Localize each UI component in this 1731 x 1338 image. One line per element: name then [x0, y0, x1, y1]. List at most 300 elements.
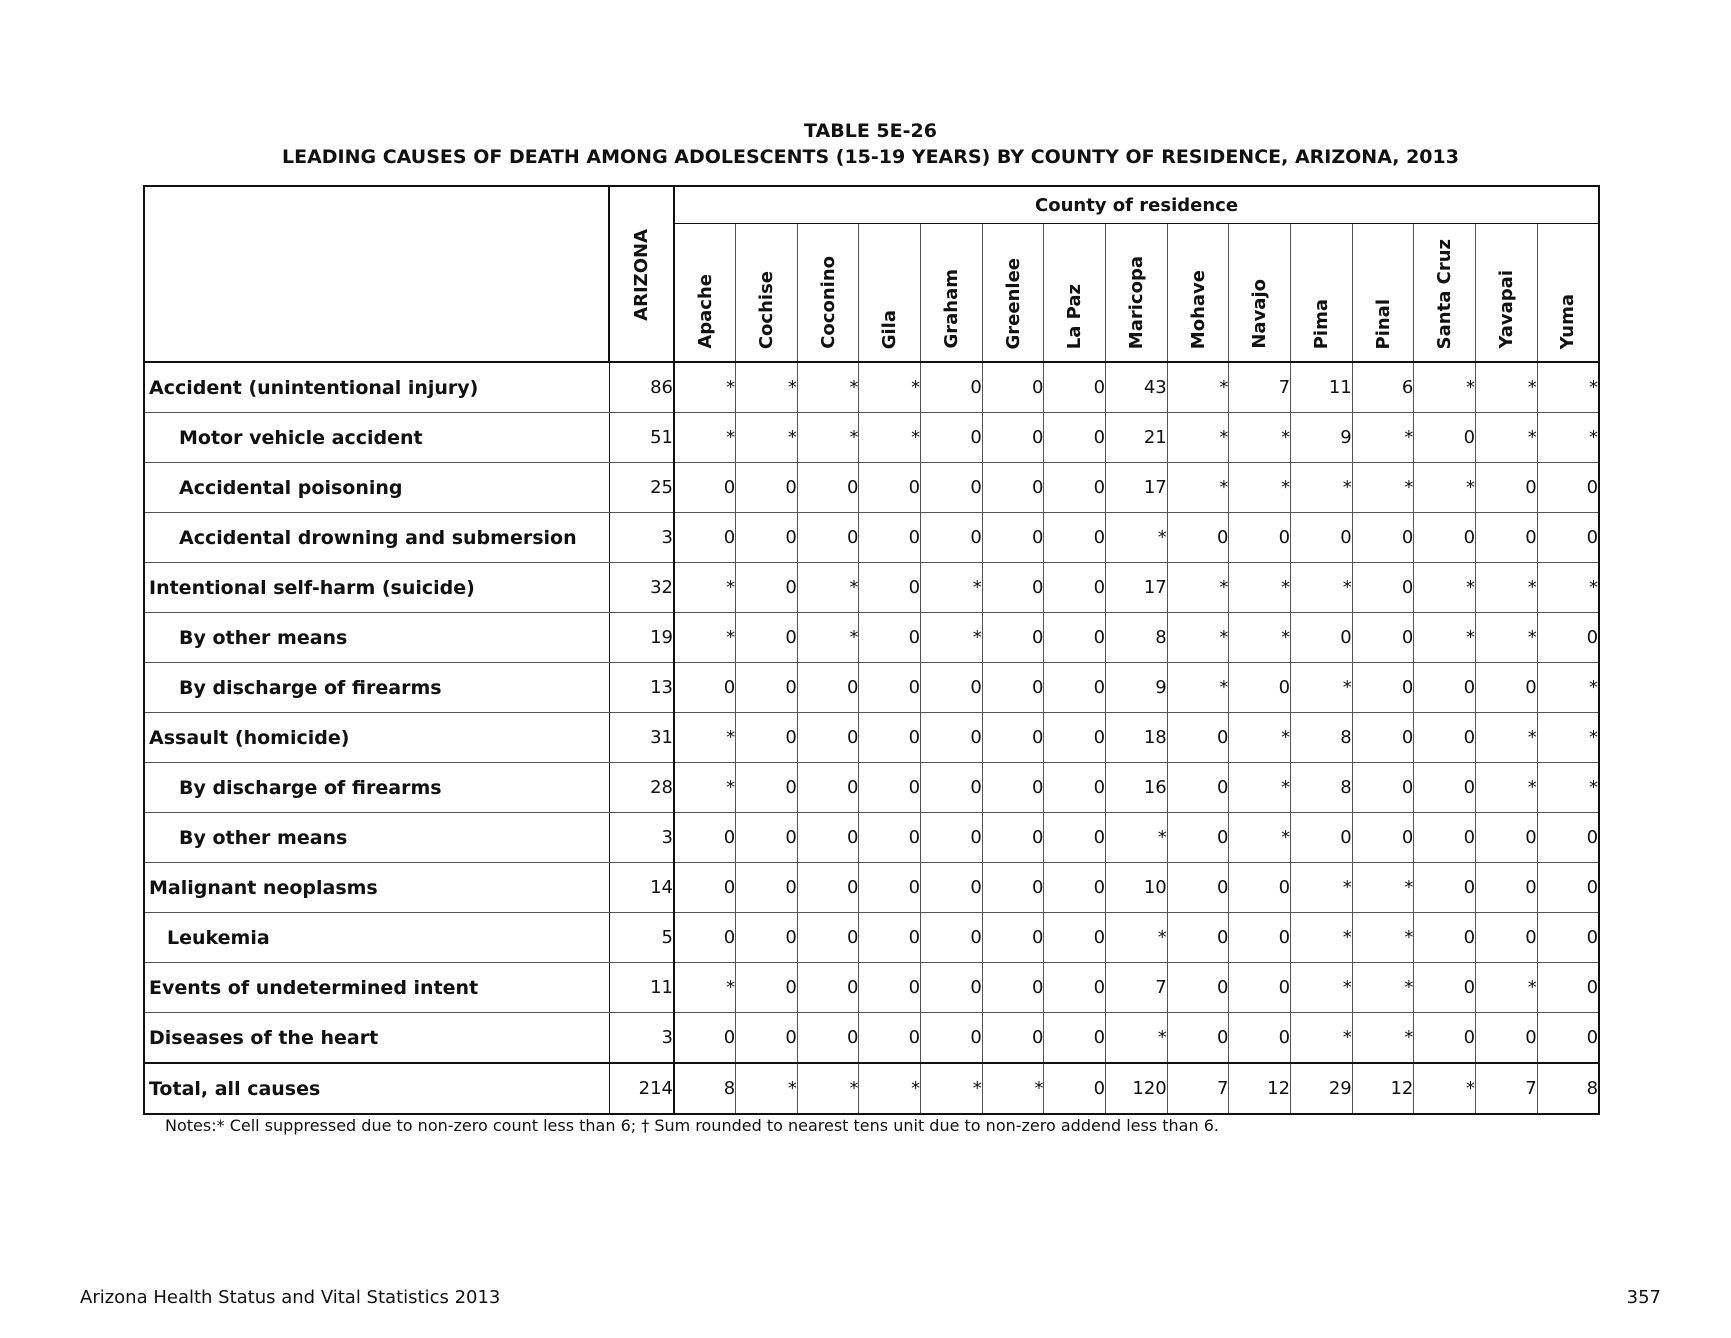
county-value: *: [1106, 813, 1168, 863]
county-value: 0: [859, 513, 921, 563]
county-value: 0: [1229, 913, 1291, 963]
county-value: 0: [797, 1013, 859, 1064]
county-value: 0: [1352, 613, 1414, 663]
county-value: *: [1537, 713, 1599, 763]
county-value: 0: [1352, 513, 1414, 563]
row-label: Leukemia: [144, 913, 609, 963]
county-value: 9: [1291, 413, 1353, 463]
county-value: 0: [1352, 563, 1414, 613]
county-value: 0: [859, 913, 921, 963]
county-value: *: [1291, 963, 1353, 1013]
row-label: By other means: [144, 813, 609, 863]
county-value: 0: [982, 513, 1044, 563]
county-value: *: [1352, 463, 1414, 513]
county-value: *: [1106, 513, 1168, 563]
row-label: Accidental poisoning: [144, 463, 609, 513]
county-header: [674, 224, 736, 363]
county-value: 0: [859, 1013, 921, 1064]
county-value: *: [859, 1063, 921, 1114]
county-value: *: [1352, 413, 1414, 463]
county-header: [1352, 224, 1414, 363]
county-value: 0: [674, 463, 736, 513]
county-value: 0: [1352, 813, 1414, 863]
county-value: 0: [1044, 913, 1106, 963]
county-value: *: [1167, 563, 1229, 613]
county-value: 0: [1044, 413, 1106, 463]
county-value: 0: [1044, 463, 1106, 513]
table-row: [144, 963, 1599, 1013]
county-header-label: Navajo: [1249, 279, 1271, 349]
county-value: 0: [921, 362, 983, 413]
county-value: *: [1476, 963, 1538, 1013]
county-value: *: [1476, 763, 1538, 813]
county-header-label: Coconino: [817, 256, 839, 349]
table-row: [144, 713, 1599, 763]
row-label: Accidental drowning and submersion: [144, 513, 609, 563]
county-value: 0: [859, 663, 921, 713]
county-value: *: [1476, 563, 1538, 613]
county-value: 0: [736, 963, 798, 1013]
row-label: Intentional self-harm (suicide): [144, 563, 609, 613]
arizona-value: 3: [609, 813, 674, 863]
county-value: 0: [1537, 613, 1599, 663]
arizona-value: 5: [609, 913, 674, 963]
county-value: 9: [1106, 663, 1168, 713]
county-value: 0: [797, 963, 859, 1013]
county-value: *: [1167, 413, 1229, 463]
county-value: 7: [1229, 362, 1291, 413]
county-value: 6: [1352, 362, 1414, 413]
county-value: 0: [1044, 863, 1106, 913]
county-value: 21: [1106, 413, 1168, 463]
county-value: 7: [1167, 1063, 1229, 1114]
county-header: [921, 224, 983, 363]
county-value: 120: [1106, 1063, 1168, 1114]
county-value: 0: [921, 913, 983, 963]
county-value: *: [736, 362, 798, 413]
county-header-label: Yavapai: [1495, 270, 1517, 349]
county-value: *: [797, 613, 859, 663]
county-value: 0: [1476, 1013, 1538, 1064]
table-body: [144, 362, 1599, 1114]
county-value: *: [1414, 362, 1476, 413]
arizona-value: 51: [609, 413, 674, 463]
county-value: 0: [1167, 813, 1229, 863]
county-group-header: County of residence: [674, 186, 1599, 224]
county-value: 0: [674, 813, 736, 863]
county-value: 0: [921, 513, 983, 563]
county-value: 12: [1229, 1063, 1291, 1114]
county-header: [736, 224, 798, 363]
table-subtitle: LEADING CAUSES OF DEATH AMONG ADOLESCENTS (15-19 YEARS) BY COUNTY OF RESIDENCE, ARIZONA, 2013: [282, 146, 1459, 168]
county-value: *: [1291, 463, 1353, 513]
county-value: 0: [1044, 763, 1106, 813]
county-value: *: [1167, 663, 1229, 713]
county-value: 0: [1476, 863, 1538, 913]
county-value: 0: [982, 763, 1044, 813]
county-value: 0: [1537, 813, 1599, 863]
county-value: 0: [1476, 513, 1538, 563]
row-label: By other means: [144, 613, 609, 663]
county-value: 0: [982, 563, 1044, 613]
county-value: 0: [1167, 513, 1229, 563]
county-value: 0: [1414, 813, 1476, 863]
county-value: *: [1229, 463, 1291, 513]
county-value: 0: [736, 763, 798, 813]
county-value: 0: [1167, 763, 1229, 813]
county-value: 0: [1476, 813, 1538, 863]
county-value: 7: [1476, 1063, 1538, 1114]
row-label: By discharge of firearms: [144, 763, 609, 813]
county-value: 0: [797, 913, 859, 963]
county-value: 43: [1106, 362, 1168, 413]
county-value: *: [1414, 613, 1476, 663]
county-value: 0: [1229, 963, 1291, 1013]
county-value: 0: [797, 863, 859, 913]
county-value: 0: [1414, 763, 1476, 813]
county-value: *: [674, 963, 736, 1013]
county-value: 0: [1044, 713, 1106, 763]
county-header: [1044, 224, 1106, 363]
county-value: *: [921, 1063, 983, 1114]
county-value: 8: [1291, 713, 1353, 763]
county-value: *: [1414, 563, 1476, 613]
county-value: 0: [674, 513, 736, 563]
county-value: *: [1167, 463, 1229, 513]
county-value: 0: [1537, 513, 1599, 563]
page-number: 357: [1626, 1287, 1661, 1308]
county-value: 0: [1044, 1013, 1106, 1064]
county-value: 0: [859, 463, 921, 513]
county-value: 0: [797, 513, 859, 563]
county-value: 0: [982, 963, 1044, 1013]
data-table: [143, 185, 1600, 1115]
county-value: *: [1229, 563, 1291, 613]
county-value: 0: [1414, 513, 1476, 563]
arizona-value: 32: [609, 563, 674, 613]
county-value: 0: [1229, 513, 1291, 563]
county-value: 0: [982, 913, 1044, 963]
county-value: *: [1414, 1063, 1476, 1114]
county-value: 8: [1106, 613, 1168, 663]
table-row: [144, 1013, 1599, 1064]
county-value: 0: [859, 813, 921, 863]
table-row: [144, 813, 1599, 863]
county-value: *: [982, 1063, 1044, 1114]
county-header-label: La Paz: [1064, 283, 1086, 349]
county-value: 17: [1106, 463, 1168, 513]
county-value: 0: [982, 713, 1044, 763]
county-value: 0: [921, 1013, 983, 1064]
arizona-value: 86: [609, 362, 674, 413]
county-value: 0: [859, 763, 921, 813]
county-value: 0: [982, 813, 1044, 863]
county-value: 0: [1414, 963, 1476, 1013]
county-value: *: [1106, 1013, 1168, 1064]
county-value: *: [1476, 362, 1538, 413]
county-value: 7: [1106, 963, 1168, 1013]
table-notes: Notes:* Cell suppressed due to non-zero count less than 6; † Sum rounded to nearest tens unit due to non-zero addend less than 6.: [165, 1116, 1219, 1135]
county-value: 0: [674, 663, 736, 713]
county-value: 0: [1167, 913, 1229, 963]
county-header: [1537, 224, 1599, 363]
county-value: 8: [1291, 763, 1353, 813]
county-value: 0: [921, 463, 983, 513]
county-value: 17: [1106, 563, 1168, 613]
county-header: [1414, 224, 1476, 363]
county-value: *: [1291, 563, 1353, 613]
county-value: 0: [674, 913, 736, 963]
county-value: *: [1291, 863, 1353, 913]
county-value: 0: [1044, 963, 1106, 1013]
county-value: 0: [1044, 362, 1106, 413]
county-value: 0: [1414, 863, 1476, 913]
county-value: *: [736, 413, 798, 463]
county-value: 0: [736, 613, 798, 663]
county-value: 0: [1044, 813, 1106, 863]
county-value: *: [859, 362, 921, 413]
county-value: 0: [859, 563, 921, 613]
county-header: [797, 224, 859, 363]
county-value: 0: [736, 563, 798, 613]
table-row: [144, 463, 1599, 513]
table-title: TABLE 5E-26: [804, 120, 937, 142]
row-label: By discharge of firearms: [144, 663, 609, 713]
county-value: 0: [1414, 413, 1476, 463]
table-row: [144, 763, 1599, 813]
county-value: 0: [1414, 1013, 1476, 1064]
header-row-top: [144, 186, 1599, 224]
county-value: 0: [1044, 663, 1106, 713]
county-value: *: [1167, 362, 1229, 413]
county-value: 0: [1291, 813, 1353, 863]
county-header-label: Santa Cruz: [1434, 238, 1456, 349]
county-value: *: [1291, 1013, 1353, 1064]
county-value: *: [1167, 613, 1229, 663]
county-value: 8: [674, 1063, 736, 1114]
county-value: 11: [1291, 362, 1353, 413]
county-value: *: [921, 563, 983, 613]
county-value: 0: [1537, 963, 1599, 1013]
table-row: [144, 913, 1599, 963]
county-value: *: [1476, 713, 1538, 763]
county-header-label: Mohave: [1187, 269, 1209, 349]
county-value: *: [1537, 663, 1599, 713]
row-label: Malignant neoplasms: [144, 863, 609, 913]
county-value: 0: [1476, 463, 1538, 513]
county-value: 0: [859, 713, 921, 763]
county-value: 0: [859, 613, 921, 663]
row-label: Accident (unintentional injury): [144, 362, 609, 413]
county-value: *: [921, 613, 983, 663]
county-header: [1476, 224, 1538, 363]
county-value: 12: [1352, 1063, 1414, 1114]
county-value: 0: [797, 763, 859, 813]
county-value: 0: [921, 763, 983, 813]
county-value: 0: [736, 863, 798, 913]
county-value: *: [1414, 463, 1476, 513]
county-value: 0: [921, 813, 983, 863]
table-row: [144, 863, 1599, 913]
county-header: [1106, 224, 1168, 363]
county-value: 0: [736, 913, 798, 963]
county-value: *: [1352, 1013, 1414, 1064]
county-header-label: Apache: [694, 274, 716, 349]
county-value: *: [1537, 413, 1599, 463]
table-row: [144, 563, 1599, 613]
county-value: 0: [1352, 663, 1414, 713]
county-value: 0: [1229, 663, 1291, 713]
county-value: 0: [1044, 513, 1106, 563]
county-value: 29: [1291, 1063, 1353, 1114]
county-value: *: [1476, 413, 1538, 463]
county-value: 0: [982, 413, 1044, 463]
table-row: [144, 613, 1599, 663]
county-value: 0: [859, 863, 921, 913]
row-label: Motor vehicle accident: [144, 413, 609, 463]
county-value: 0: [1044, 613, 1106, 663]
county-value: *: [674, 713, 736, 763]
table-row: [144, 1063, 1599, 1114]
county-header-label: Pinal: [1372, 298, 1394, 349]
county-value: *: [1352, 913, 1414, 963]
county-header-label: Pima: [1310, 298, 1332, 349]
county-value: 0: [797, 663, 859, 713]
county-value: 0: [736, 663, 798, 713]
county-value: *: [674, 763, 736, 813]
county-value: *: [1106, 913, 1168, 963]
table-row: [144, 663, 1599, 713]
table-row: [144, 362, 1599, 413]
arizona-value: 3: [609, 1013, 674, 1064]
county-value: 8: [1537, 1063, 1599, 1114]
county-header: [1291, 224, 1353, 363]
county-value: *: [1229, 413, 1291, 463]
county-value: *: [1229, 813, 1291, 863]
county-value: 0: [1229, 863, 1291, 913]
county-value: 0: [1414, 913, 1476, 963]
county-value: *: [859, 413, 921, 463]
county-header-label: Cochise: [755, 270, 777, 349]
county-value: *: [1352, 963, 1414, 1013]
county-value: *: [1229, 713, 1291, 763]
arizona-value: 13: [609, 663, 674, 713]
county-value: 0: [982, 663, 1044, 713]
arizona-value: 3: [609, 513, 674, 563]
county-header-label: Graham: [940, 269, 962, 349]
county-value: 0: [1352, 763, 1414, 813]
county-value: *: [797, 1063, 859, 1114]
county-value: 0: [797, 813, 859, 863]
county-value: 0: [797, 463, 859, 513]
county-value: 0: [1291, 513, 1353, 563]
county-value: *: [1476, 613, 1538, 663]
county-value: *: [1537, 362, 1599, 413]
county-value: *: [797, 413, 859, 463]
arizona-header: [609, 186, 674, 362]
county-value: 0: [736, 1013, 798, 1064]
county-value: 0: [736, 813, 798, 863]
county-header-label: Greenlee: [1002, 257, 1024, 349]
county-value: 0: [982, 1013, 1044, 1064]
county-value: 0: [1414, 663, 1476, 713]
county-value: 0: [1167, 963, 1229, 1013]
county-value: *: [797, 563, 859, 613]
county-value: 0: [736, 713, 798, 763]
arizona-value: 19: [609, 613, 674, 663]
county-header: [982, 224, 1044, 363]
arizona-value: 214: [609, 1063, 674, 1114]
county-value: 0: [982, 463, 1044, 513]
county-value: 0: [1167, 863, 1229, 913]
county-header-label: Yuma: [1557, 293, 1579, 349]
county-value: *: [1291, 663, 1353, 713]
county-value: 0: [982, 613, 1044, 663]
county-value: 0: [1167, 1013, 1229, 1064]
county-value: 0: [1291, 613, 1353, 663]
county-header: [1229, 224, 1291, 363]
county-value: *: [674, 362, 736, 413]
county-value: *: [736, 1063, 798, 1114]
county-value: *: [674, 613, 736, 663]
county-value: 10: [1106, 863, 1168, 913]
county-value: 0: [674, 1013, 736, 1064]
county-header-label: Maricopa: [1125, 255, 1147, 349]
county-value: 0: [736, 513, 798, 563]
county-value: 0: [1229, 1013, 1291, 1064]
county-value: 0: [1476, 663, 1538, 713]
county-value: *: [1537, 763, 1599, 813]
county-value: *: [1352, 863, 1414, 913]
county-value: 0: [921, 713, 983, 763]
county-value: *: [1291, 913, 1353, 963]
county-value: 0: [921, 413, 983, 463]
row-label: Diseases of the heart: [144, 1013, 609, 1064]
county-value: 0: [982, 863, 1044, 913]
county-value: 0: [1044, 563, 1106, 613]
county-value: *: [674, 563, 736, 613]
row-label: Total, all causes: [144, 1063, 609, 1114]
county-value: 0: [982, 362, 1044, 413]
county-value: *: [674, 413, 736, 463]
county-header: [1167, 224, 1229, 363]
county-value: 0: [1167, 713, 1229, 763]
county-value: 0: [674, 863, 736, 913]
county-value: 0: [921, 663, 983, 713]
county-value: 0: [921, 863, 983, 913]
arizona-header-label: ARIZONA: [631, 229, 652, 321]
county-value: 0: [736, 463, 798, 513]
arizona-value: 11: [609, 963, 674, 1013]
county-value: 0: [921, 963, 983, 1013]
row-label-header: [144, 186, 609, 362]
county-value: *: [1537, 563, 1599, 613]
row-label: Events of undetermined intent: [144, 963, 609, 1013]
county-value: 0: [1414, 713, 1476, 763]
county-value: *: [797, 362, 859, 413]
table-row: [144, 513, 1599, 563]
county-header: [859, 224, 921, 363]
county-value: 18: [1106, 713, 1168, 763]
county-value: 0: [1476, 913, 1538, 963]
county-value: *: [1229, 763, 1291, 813]
county-header-label: Gila: [879, 309, 901, 349]
county-value: 0: [1352, 713, 1414, 763]
county-value: 0: [1537, 913, 1599, 963]
county-value: 0: [1537, 463, 1599, 513]
arizona-value: 31: [609, 713, 674, 763]
table-titles: [143, 118, 1598, 170]
